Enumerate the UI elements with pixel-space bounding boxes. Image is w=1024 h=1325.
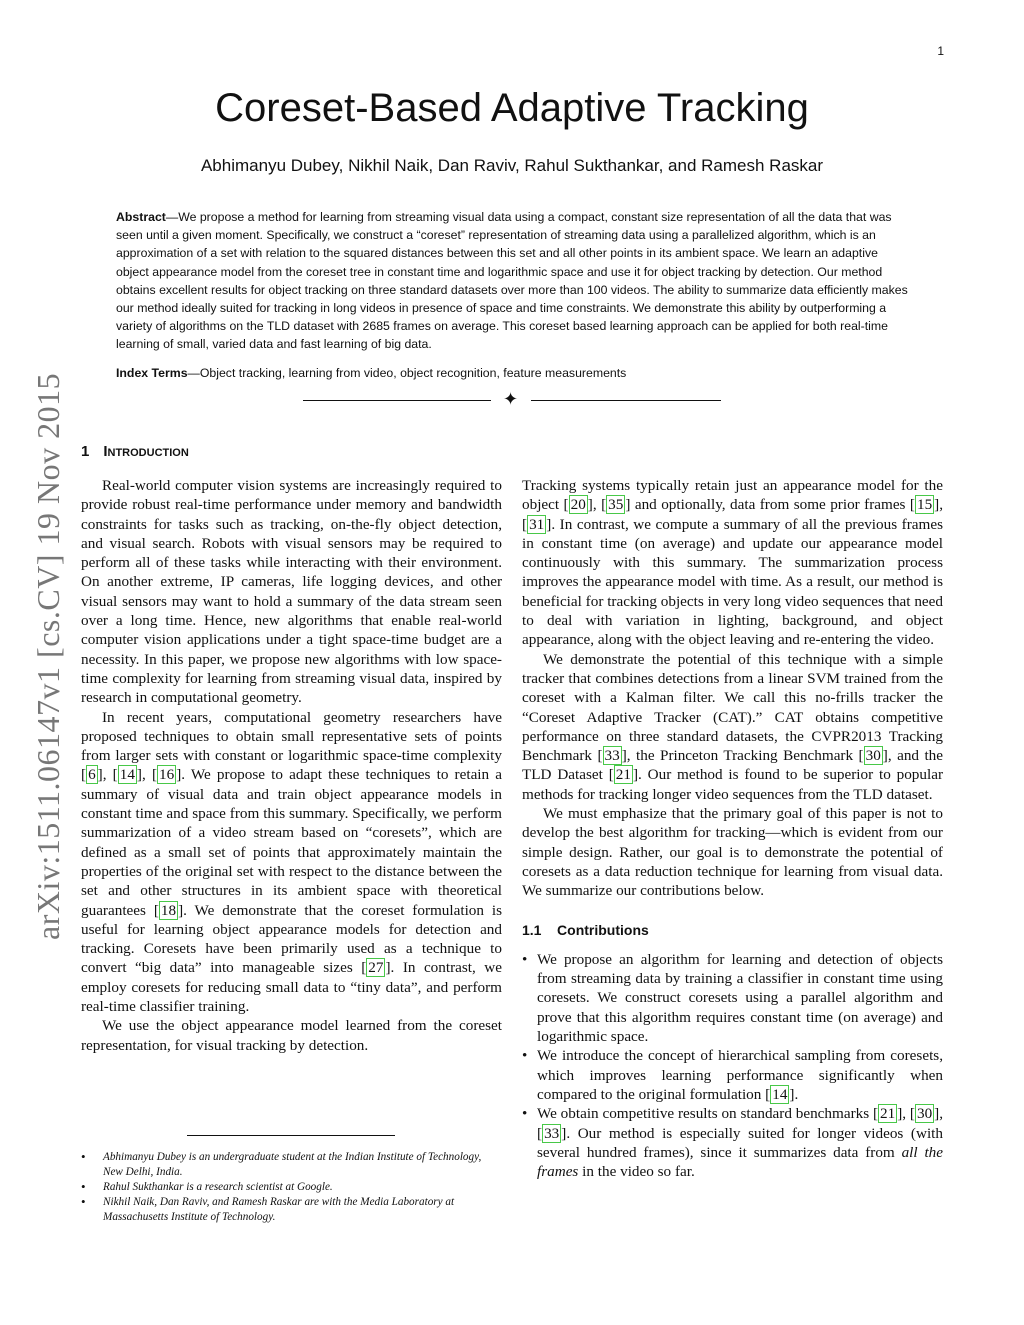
intro-paragraph-4: Tracking systems typically retain just an appearance model for the object [ 20 ], [ 35 ] and optionally, data from some prior frames [ 15 ], [ 31 ]. In contrast, we compute a summary of all the previous frames in constant time (on average) and update our appearance model continuously with this summary. The summarization process improves the appearance model with time. As a result, our method is beneficial for tracking objects in very long video sequences that need to deal with variation in lighting, background, and object appearance, along with the object leaving and re-entering the video. [522,477,944,649]
footnote-rule [187,1135,395,1136]
contributions-list [522,950,943,1182]
citation-link[interactable]: 31 [529,515,545,533]
text-span: , [902,1105,910,1123]
emphasis: all the frames [537,1143,943,1181]
text-span: , [939,496,944,514]
text-span: . [794,1085,799,1103]
text-span: . Our method is found to be superior to popular methods for tracking longer video sequences from the TLD dataset. [522,766,944,803]
citation-link[interactable]: 35 [608,496,624,514]
text-span: . In contrast, we compute a summary of all the previous frames in constant time (on average) and update our appearance model continuously with this summary. The summarization process improves the appearance model with time. As a result, our method is beneficial for tracking objects in very long video sequences that need to deal with variation in lighting, background, and object appearance, along with the object leaving and re-entering the video. [522,515,943,649]
text-span: . In contrast, we employ coresets for reducing small data to “tiny data”, and perform real-time classifier training. [81,959,502,1016]
list-item: • We introduce the concept of hierarchical sampling from coresets, which improves learning performance significantly when compared to the original formulation [ 14 ]. [522,1046,943,1104]
citation-link[interactable]: 6 [88,766,96,784]
intro-paragraph-1: Real-world computer vision systems are increasingly required to provide robust real-time performance under memory and bandwidth constraints for tasks such as tracking, on-the-fly object detection, and visual search. Robots with visual sensors may be required to perform all of these tasks while interacting with their environment. On another extreme, IP cameras, life logging devices, and other visual sensors may want to hold a summary of the data stream seen over a long time. Hence, new algorithms that enable real-world computer vision applications under a tight space-time budget are a necessity. In this paper, we propose new algorithms with low space-time complexity for learning from streaming visual data, inspired by research in computational geometry. [81,477,502,707]
text-span: , and the TLD Dataset [522,747,943,784]
text-span: We introduce the concept of hierarchical sampling from coresets, which improves learning performance significantly when compared to the original formulation [537,1047,943,1103]
index-terms [116,366,908,380]
footnotes [81,1150,502,1225]
section-number: 1 [81,443,90,460]
right-column [522,476,943,1181]
footnote: • Nikhil Naik, Dan Raviv, and Ramesh Raskar are with the Media Laboratory at Massachusetts Institute of Technology. [81,1195,502,1225]
intro-paragraph-5: We demonstrate the potential of this technique with a simple tracker that combines detections from a linear SVM trained from the coreset with a Kalman filter. We call this no-frills tracker the “Coreset Adaptive Tracker (CAT).” CAT obtains competitive performance on three standard datasets, the CVPR2013 Tracking Benchmark [ 33 ], the Princeton Tracking Benchmark [ 30 ], and the TLD Dataset [ 21 ]. Our method is found to be superior to popular methods for tracking longer video sequences from the TLD dataset. [522,650,944,803]
abstract [116,208,908,354]
abstract-text: —We propose a method for learning from streaming visual data using a compact, constant size representation of all the data that was seen until a given moment. Specifically, we construct a “coreset” representation of streaming data using a parallelized algorithm, which is an approximation of a set with relation to the squared distances between this set and all other points in its ambient space. We learn an adaptive object appearance model from the coreset tree in constant time and logarithmic space and use it for object tracking by detection. Our method obtains excellent results for object tracking on three standard datasets over more than 100 videos. The ability to summarize data efficiently makes our method ideally suited for tracking in long videos in presence of space and time constraints. We demonstrate this ability by outperforming a variety of algorithms on the TLD dataset with 2685 frames on average. This coreset based learning approach can be applied for both real-time learning of small, varied data and fast learning of big data. [116,210,908,352]
footnote: • Rahul Sukthankar is a research scientist at Google. [81,1180,502,1195]
left-column [81,476,502,1055]
citation-link[interactable]: 20 [570,496,586,514]
text-span: , [592,496,602,514]
section-heading-introduction [81,443,189,460]
text-span: , [102,766,113,784]
text-span: , the Princeton Tracking Benchmark [626,747,859,765]
text-span: We obtain competitive results on standard benchmarks [537,1105,873,1123]
citation-link[interactable]: 21 [880,1105,896,1123]
author-list: Abhimanyu Dubey, Nikhil Naik, Dan Raviv, Rahul Sukthankar, and Ramesh Raskar [200,156,824,175]
text-span: , [939,1105,944,1123]
intro-paragraph-3: We use the object appearance model learned from the coreset representation, for visual tracking by detection. [81,1017,502,1054]
citation-link[interactable]: 30 [865,747,881,765]
citation-link[interactable]: 16 [159,766,175,784]
subsection-title: Contributions [557,921,649,938]
section-title-rest: ntroduction [107,443,189,460]
text-span: Tracking systems typically retain just an appearance model for the object [522,477,943,514]
section-divider [303,389,723,409]
subsection-heading-contributions [522,921,943,940]
divider-star-icon: ✦ [503,389,519,409]
section-title-initial: I [103,443,108,460]
intro-paragraph-2: In recent years, computational geometry researchers have proposed techniques to obtain small representative sets of points from larger sets with constant or logarithmic space-time complexity [ 6 ], [ 14 ], [ 16 ]. We propose to adapt these techniques to retain a summary of visual data and train object appearance models in constant time and space from this summary. Specifically, we perform summarization of a video stream based on “coresets”, which are defined as a small set of points that approximately maintain the properties of the original set with respect to the distance between the set and other structures in its ambient space with theoretical guarantees [ 18 ]. We demonstrate that the coreset formulation is useful for learning object appearance models for detection and tracking. Coresets have been primarily used as a technique to convert “big data” into manageable sizes [ 27 ]. In contrast, we employ coresets for reducing small data to “tiny data”, and perform real-time classifier training. [81,708,503,1016]
text-span: We demonstrate the potential of this technique with a simple tracker that combines detections from a linear SVM trained from the coreset with a Kalman filter. We call this no-frills tracker the “Coreset Adaptive Tracker (CAT).” CAT obtains competitive performance on three standard datasets, the CVPR2013 Tracking Benchmark [522,650,943,765]
citation-link[interactable]: 14 [119,766,135,784]
citation-link[interactable]: 18 [160,901,177,919]
citation-link[interactable]: 21 [615,766,631,784]
paper-title: Coreset-Based Adaptive Tracking [215,86,809,130]
intro-paragraph-6: We must emphasize that the primary goal of this paper is not to develop the best algorithm for tracking—which is evident from our simple design. Rather, our goal is to demonstrate the potential of coresets as a data reduction technique for learning from visual data. We summarize our contributions below. [522,805,943,900]
text-span: . We demonstrate that the coreset formulation is useful for learning object appearance models for detection and tracking. Coresets have been primarily used as a technique to convert “big data” into manageable sizes [81,901,502,977]
citation-link[interactable]: 27 [368,959,384,977]
text-span: and optionally, data from some prior frames [630,496,910,514]
divider-line-right [531,400,721,401]
text-span: . Our method is especially suited for longer videos (with several hundred frames), since it summarizes data from [537,1124,943,1161]
text-span: in the video so far. [578,1163,695,1181]
index-terms-label: Index Terms [116,366,188,380]
citation-link[interactable]: 33 [604,747,620,765]
page-number: 1 [937,44,944,58]
citation-link[interactable]: 15 [916,496,933,514]
text-span: In recent years, computational geometry researchers have proposed techniques to obtain small representative sets of points from larger sets with constant or logarithmic space-time complexity [81,708,502,765]
subsection-number: 1.1 [522,921,542,938]
footnote: • Abhimanyu Dubey is an undergraduate student at the Indian Institute of Technology, New Delhi, India. [81,1150,502,1180]
text-span: , [141,766,152,784]
citation-link[interactable]: 14 [772,1085,788,1103]
abstract-label: Abstract [116,210,166,224]
text-span: . We propose to adapt these techniques to retain a summary of visual data and train object appearance models in constant time and space from this summary. Specifically, we perform summarization of a video stream based on “coresets”, which are defined as a small set of points that approximately maintain the properties of the original set with respect to the distance between the set and other structures in its ambient space with theoretical guarantees [81,766,503,919]
list-item: • We obtain competitive results on standard benchmarks [ 21 ], [ 30 ], [ 33 ]. Our method is especially suited for longer videos (with several hundred frames), since it summarizes data from all the frames in the video so far. [522,1104,943,1181]
arxiv-stamp: arXiv:1511.06147v1 [cs.CV] 19 Nov 2015 [30,372,66,940]
index-terms-text: —Object tracking, learning from video, object recognition, feature measurements [187,366,627,380]
list-item: • We propose an algorithm for learning and detection of objects from streaming data by training a classifier in constant time using coresets. We construct coresets using a parallel algorithm and prove that this algorithm requires constant time (on average) and logarithmic space. [522,950,943,1046]
citation-link[interactable]: 33 [544,1124,560,1142]
citation-link[interactable]: 30 [916,1105,933,1123]
divider-line-left [303,400,491,401]
